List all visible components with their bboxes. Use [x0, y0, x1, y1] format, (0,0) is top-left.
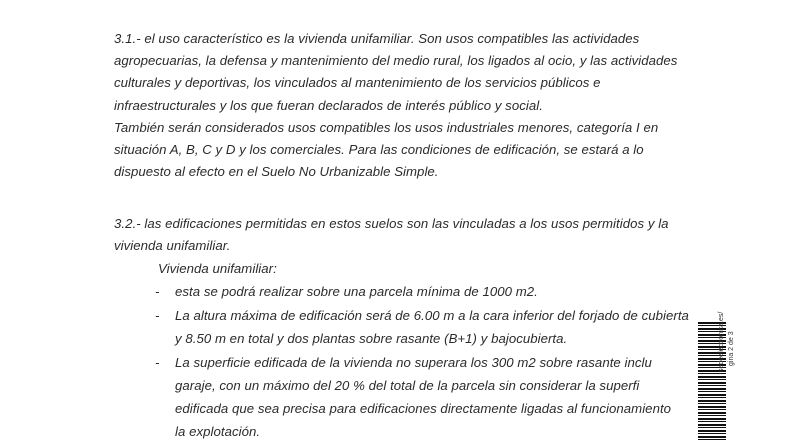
bullet-3-line-2: garaje, con un máximo del 20 % del total de la parcela sin considerar la superfi: [175, 378, 640, 393]
p32-line-2: vivienda unifamiliar.: [114, 238, 231, 253]
p31-line-2: agropecuarias, la defensa y mantenimiento del medio rural, los ligados al ocio, y las actividades: [114, 53, 678, 68]
p31-line-4: infraestructurales y los que fueran declarados de interés público y social.: [114, 98, 543, 113]
bullet-marker: -: [155, 284, 160, 299]
bullet-marker: -: [155, 308, 160, 323]
p32-line-1: 3.2.- las edificaciones permitidas en estos suelos son las vinculadas a los usos permitidos y la: [114, 216, 669, 231]
p31-line-6: situación A, B, C y D y los comerciales. Para las condiciones de edificación, se estará a lo: [114, 142, 644, 157]
bullet-1-line-1: esta se podrá realizar sobre una parcela mínima de 1000 m2.: [175, 284, 538, 299]
side-stamp-text-2: gina 2 de 3: [728, 331, 735, 366]
bullet-marker: -: [155, 355, 160, 370]
bullet-3-line-4: la explotación.: [175, 424, 261, 439]
bullet-2-line-1: La altura máxima de edificación será de 6.00 m a la cara inferior del forjado de cubierta: [175, 308, 689, 323]
bullet-2-line-2: y 8.50 m en total y dos plantas sobre rasante (B+1) y bajocubierta.: [175, 331, 568, 346]
p31-line-5: También serán considerados usos compatibles los usos industriales menores, categoría I en: [114, 120, 659, 135]
p31-line-1: 3.1.- el uso característico es la vivienda unifamiliar. Son usos compatibles las actividades: [114, 31, 640, 46]
bullet-3-line-3: edificada que sea precisa para edificaciones directamente ligadas al funcionamiento: [175, 401, 672, 416]
bullet-3-line-1: La superficie edificada de la vivienda no superara los 300 m2 sobre rasante inclu: [175, 355, 652, 370]
p31-line-3: culturales y deportivas, los vinculados al mantenimiento de los servicios públicos e: [114, 75, 601, 90]
side-stamp-text-1: sedeelectronica.es/: [718, 311, 725, 372]
p31-line-7: dispuesto al efecto en el Suelo No Urbanizable Simple.: [114, 164, 439, 179]
subheading-vivienda: Vivienda unifamiliar:: [158, 261, 277, 276]
